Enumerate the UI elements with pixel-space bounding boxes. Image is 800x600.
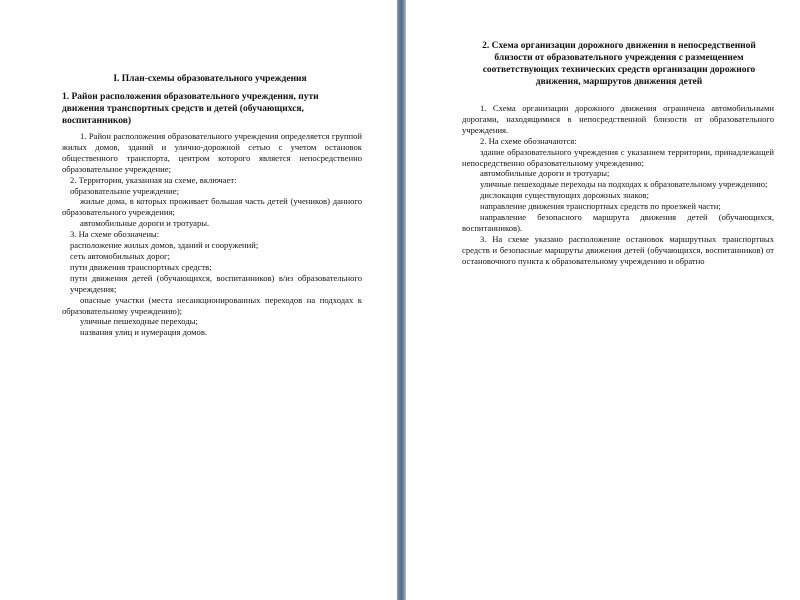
paragraph: жилые дома, в которых проживает большая часть детей (учеников) данного образовательного учреждения; [62,196,362,218]
paragraph: здание образовательного учреждения с указанием территории, принадлежащей непосредственно образовательному учреждению; [462,146,774,168]
paragraph: уличные пешеходные переходы; [80,316,198,327]
left-page-body [62,131,362,338]
paragraph: 3. На схеме обозначены: [70,229,160,240]
left-page-title: I. План-схемы образовательного учреждения [113,74,307,84]
paragraph: сеть автомобильных дорог; [70,250,170,261]
paragraph: названия улиц и нумерация домов. [80,327,208,338]
paragraph: направление движения транспортных средств по проезжей части; [480,201,721,212]
paragraph: направление безопасного маршрута движения детей (обучающихся, воспитанников). [462,212,774,233]
paragraph: 1. Район расположения образовательного учреждения определяется группой жилых домов, зданий и улично-дорожной сетью с учетом остановок общественного транспорта, центром которого является непосредственно образовательное учреждение; [62,131,362,174]
left-page-subtitle: 1. Район расположения образовательного учреждения, пути движения транспортных средств и детей (обучающихся, воспитанников) [62,92,319,126]
paragraph: уличные пешеходные переходы на подходах к образовательному учреждению; [480,179,768,190]
paragraph: пути движения транспортных средств; [70,261,212,272]
paragraph: 1. Схема организации дорожного движения ограничена автомобильными дорогами, находящимися в непосредственной близости от образовательного учреждения. [462,103,774,135]
paragraph: расположение жилых домов, зданий и сооружений; [70,240,259,251]
paragraph: опасные участки (места несанкционированных переходов на подходах к образовательному учреждению); [62,294,362,316]
paragraph: образовательное учреждение; [70,185,179,196]
paragraph: 2. Территория, указанная на схеме, включает: [70,174,237,185]
right-page-body [462,103,774,267]
left-page [0,0,397,600]
paragraph: дислокация существующих дорожных знаков; [480,190,649,201]
paragraph: пути движения детей (обучающихся, воспитанников) в/из образовательного учреждения; [70,272,362,294]
paragraph: автомобильные дороги и тротуары. [80,218,210,229]
paragraph: автомобильные дороги и тротуары; [480,168,610,179]
paragraph: 3. На схеме указано расположение остановок маршрутных транспортных средств и безопасные маршруты движения детей (обучающихся, воспитанников) от остановочного пункта к образовательному учреждению и обратно [462,233,774,266]
right-page-title: 2. Схема организации дорожного движения в непосредственной близости от образовательного учреждения с размещением соответствующих технических средств организации дорожного движения, маршрутов движения детей [482,41,756,87]
page-gutter [397,0,406,600]
paragraph: 2. На схеме обозначаются: [480,135,577,146]
right-page [406,0,800,600]
